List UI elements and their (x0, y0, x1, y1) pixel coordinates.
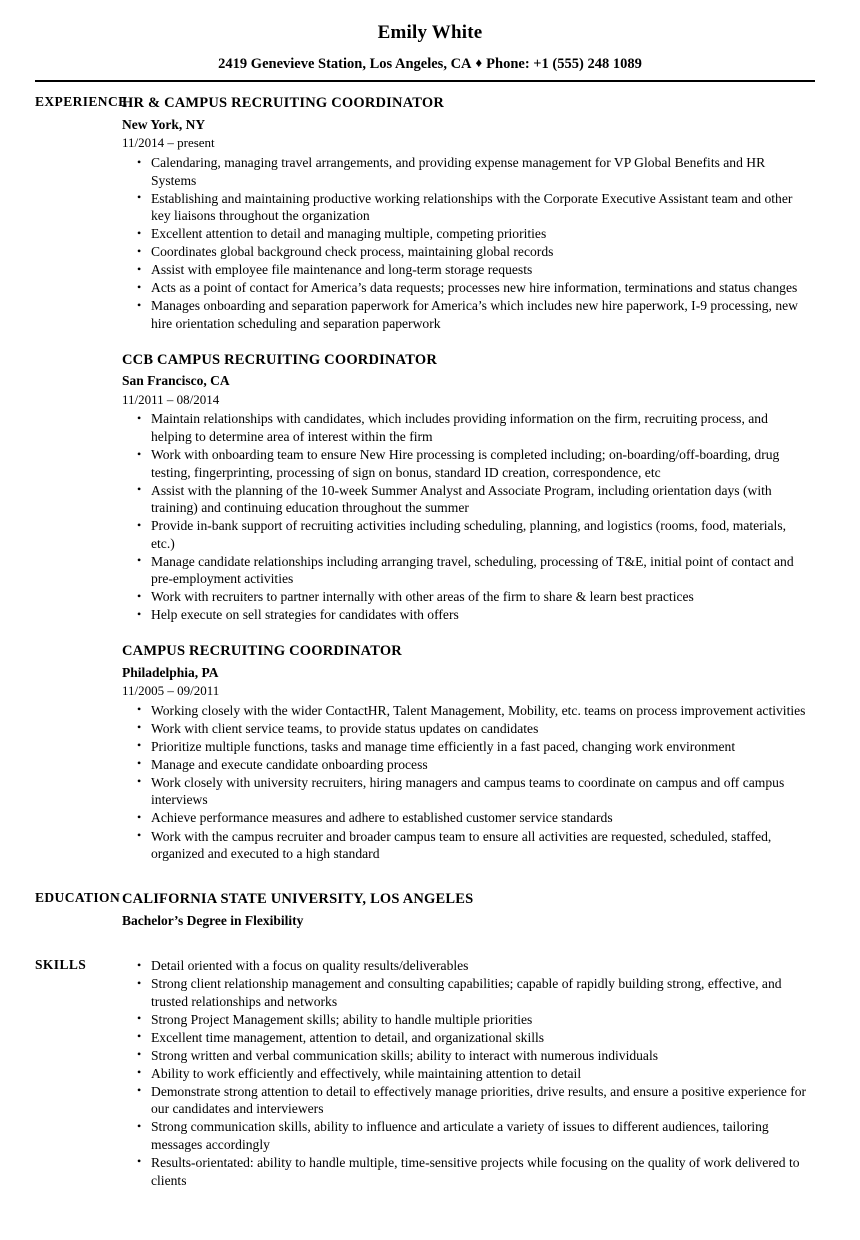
address-text: 2419 Genevieve Station, Los Angeles, CA (218, 55, 472, 72)
job-location: San Francisco, CA (122, 373, 230, 389)
job-location: Philadelphia, PA (122, 664, 219, 680)
job-bullet-list (122, 702, 812, 863)
skills-bullet-list (122, 957, 812, 1189)
bullet-item: • Demonstrate strong attention to detail to effectively manage priorities, drive results, and ensure a positive experience for our candidates and interviewers (122, 1083, 812, 1118)
bullet-item: • Help execute on sell strategies for candidates with offers (122, 606, 812, 624)
bullet-item: • Work with onboarding team to ensure New Hire processing is completed including; on-boarding/off-boarding, drug testing, fingerprinting, processing of sign on bonus, standard ID creation, correspondence, etc (122, 446, 812, 481)
bullet-item: • Results-orientated: ability to handle multiple, time-sensitive projects while focusing on the quality of work delivered to clients (122, 1154, 812, 1189)
job-title: CCB CAMPUS RECRUITING COORDINATOR (122, 351, 438, 368)
job-entry (122, 94, 812, 332)
section-label-education: EDUCATION (35, 890, 121, 906)
bullet-item: • Prioritize multiple functions, tasks and manage time efficiently in a fast paced, changing work environment (122, 738, 812, 756)
bullet-item: • Work with recruiters to partner internally with other areas of the firm to share & learn best practices (122, 588, 812, 606)
job-title: CAMPUS RECRUITING COORDINATOR (122, 642, 402, 659)
resume-header (0, 0, 860, 82)
bullet-item: • Work with the campus recruiter and broader campus team to ensure all activities are requested, scheduled, staffed, organized and executed to a high standard (122, 828, 812, 863)
job-entry (122, 351, 812, 624)
job-entry (122, 642, 812, 863)
bullet-item: • Assist with employee file maintenance and long-term storage requests (122, 261, 812, 279)
experience-section (0, 94, 860, 863)
bullet-item: • Achieve performance measures and adhere to established customer service standards (122, 809, 812, 827)
skills-entries (122, 957, 860, 1189)
section-label-experience: EXPERIENCE (35, 94, 128, 110)
bullet-item: • Strong Project Management skills; ability to handle multiple priorities (122, 1011, 812, 1029)
bullet-item: • Ability to work efficiently and effectively, while maintaining attention to detail (122, 1065, 812, 1083)
education-school: CALIFORNIA STATE UNIVERSITY, LOS ANGELES (122, 891, 474, 908)
bullet-item: • Calendaring, managing travel arrangements, and providing expense management for VP Global Benefits and HR Systems (122, 154, 812, 189)
bullet-item: • Provide in-bank support of recruiting activities including scheduling, planning, and logistics (rooms, food, materials, etc.) (122, 517, 812, 552)
candidate-name: Emily White (377, 22, 483, 43)
bullet-item: • Manages onboarding and separation paperwork for America’s which includes new hire paperwork, I-9 processing, new hire orientation scheduling and separation paperwork (122, 297, 812, 332)
bullet-item: • Working closely with the wider ContactHR, Talent Management, Mobility, etc. teams on process improvement activities (122, 702, 812, 720)
bullet-item: • Work with client service teams, to provide status updates on candidates (122, 720, 812, 738)
bullet-item: • Manage candidate relationships including arranging travel, scheduling, processing of T&E, initial point of contact and pre-employment activities (122, 553, 812, 588)
contact-line (0, 56, 860, 73)
bullet-item: • Excellent attention to detail and managing multiple, competing priorities (122, 225, 812, 243)
education-degree: Bachelor’s Degree in Flexibility (122, 912, 304, 928)
bullet-item: • Assist with the planning of the 10-week Summer Analyst and Associate Program, including orientation days (with training) and continuing education throughout the summer (122, 482, 812, 517)
section-label-skills: SKILLS (35, 957, 87, 973)
job-dates: 11/2005 – 09/2011 (122, 682, 220, 698)
job-bullet-list (122, 154, 812, 332)
bullet-item: • Excellent time management, attention to detail, and organizational skills (122, 1029, 812, 1047)
experience-entries (122, 94, 860, 863)
phone-text: Phone: +1 (555) 248 1089 (486, 55, 642, 72)
bullet-item: • Establishing and maintaining productive working relationships with the Corporate Executive Assistant team and other key liaisons throughout the organization (122, 190, 812, 225)
skills-section (0, 957, 860, 1189)
bullet-item: • Acts as a point of contact for America’s data requests; processes new hire information, terminations and status changes (122, 279, 812, 297)
job-location: New York, NY (122, 117, 206, 133)
job-dates: 11/2011 – 08/2014 (122, 391, 220, 407)
bullet-item: • Coordinates global background check process, maintaining global records (122, 243, 812, 261)
education-section (0, 890, 860, 930)
bullet-item: • Detail oriented with a focus on quality results/deliverables (122, 957, 812, 975)
job-dates: 11/2014 – present (122, 135, 215, 151)
education-entries (122, 890, 860, 930)
diamond-separator-icon: ♦ (475, 54, 483, 70)
header-divider (35, 80, 815, 82)
bullet-item: • Strong communication skills, ability to influence and articulate a variety of issues to different audiences, tailoring messages accordingly (122, 1118, 812, 1153)
job-title: HR & CAMPUS RECRUITING COORDINATOR (122, 95, 445, 112)
bullet-item: • Strong written and verbal communication skills; ability to interact with numerous individuals (122, 1047, 812, 1065)
bullet-item: • Work closely with university recruiters, hiring managers and campus teams to coordinate on campus and off campus interviews (122, 774, 812, 809)
job-bullet-list (122, 410, 812, 623)
bullet-item: • Maintain relationships with candidates, which includes providing information on the firm, recruiting process, and helping to determine area of interest within the firm (122, 410, 812, 445)
bullet-item: • Strong client relationship management and consulting capabilities; capable of rapidly building strong, effective, and trusted relationships and networks (122, 975, 812, 1010)
bullet-item: • Manage and execute candidate onboarding process (122, 756, 812, 774)
